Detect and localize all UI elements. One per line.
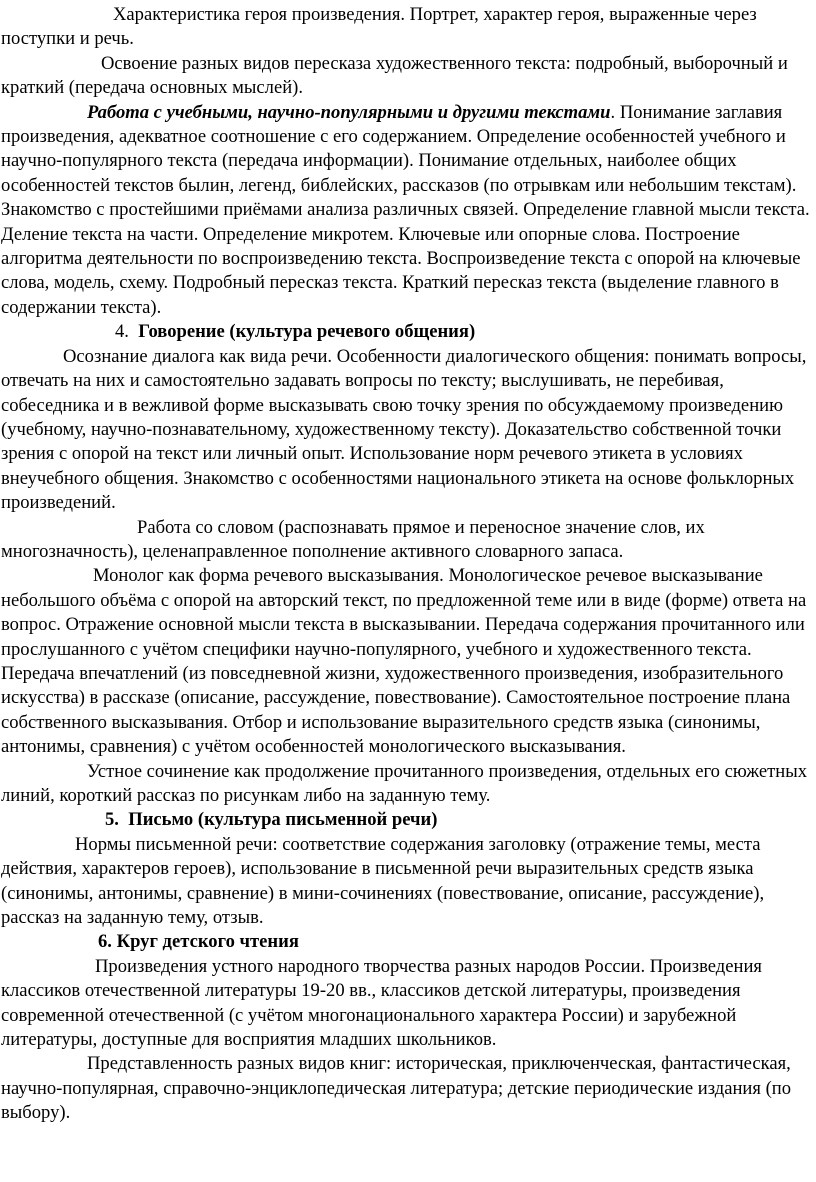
- paragraph-dialog: Осознание диалога как вида речи. Особенности диалогического общения: понимать вопросы, отвечать на них и самостоятельно задавать вопросы по тексту; выслушивать, не перебивая, собеседника и в вежливой форме высказывать свою точку зрения по обсуждаемому произведению (учебному, научно-познавательному, художественному тексту). Доказательство собственной точки зрения с опорой на текст или личный опыт. Использование норм речевого этикета в условиях внеучебного общения. Знакомство с особенностями национального этикета на основе фольклорных произведений.: [1, 345, 807, 514]
- section-4-number: 4.: [115, 321, 129, 343]
- section-3-title-period: .: [610, 101, 616, 123]
- paragraph-writing-norms: Нормы письменной речи: соответствие содержания заголовку (отражение темы, места действия, характеров героев), использование в письменной речи выразительных средств языка (синонимы, антонимы, сравнение) в мини-сочинениях (повествование, описание, рассуждение), рассказ на заданную тему, отзыв.: [1, 833, 765, 929]
- heading-section-5: [1, 808, 813, 832]
- section-3-title: Работа с учебными, научно-популярными и другими текстами: [87, 101, 611, 123]
- heading-section-4: [1, 320, 813, 344]
- paragraph-retelling: Освоение разных видов пересказа художественного текста: подробный, выборочный и краткий (передача основных мыслей).: [1, 52, 788, 99]
- paragraph-word-work: Работа со словом (распознавать прямое и переносное значение слов, их многозначность), целенаправленное пополнение активного словарного запаса.: [1, 516, 705, 562]
- section-5-title: Письмо (культура письменной речи): [128, 809, 438, 831]
- paragraph-hero-characteristics: Характеристика героя произведения. Портрет, характер героя, выраженные через поступки и речь.: [1, 4, 757, 50]
- section-6-title: 6. Круг детского чтения: [98, 931, 299, 953]
- paragraph-oral-composition: Устное сочинение как продолжение прочитанного произведения, отдельных его сюжетных линий, короткий рассказ по рисункам либо на заданную тему.: [1, 760, 808, 806]
- section-5-number: 5.: [105, 809, 119, 831]
- paragraph-section-3: [1, 101, 813, 321]
- paragraph-literary-works: Произведения устного народного творчества разных народов России. Произведения классиков отечественной литературы 19-20 вв., классиков детской литературы, произведения современной отечественной (с учётом многонационального характера России) и зарубежной литературы, доступные для восприятия младших школьников.: [1, 955, 762, 1051]
- heading-section-6: [1, 930, 813, 954]
- paragraph-monolog: Монолог как форма речевого высказывания. Монологическое речевое высказывание небольшого объёма с опорой на авторский текст, по предложенной теме или в виде (форме) ответа на вопрос. Отражение основной мысли текста в высказывании. Передача содержания прочитанного или прослушанного с учётом специфики научно-популярного, учебного и художественного текста. Передача впечатлений (из повседневной жизни, художественного произведения, изобразительного искусства) в рассказе (описание, рассуждение, повествование). Самостоятельное построение плана собственного высказывания. Отбор и использование выразительного средств языка (синонимы, антонимы, сравнения) с учётом особенностей монологического высказывания.: [1, 565, 807, 758]
- paragraph-book-types: Представленность разных видов книг: историческая, приключенческая, фантастическая, научно-популярная, справочно-энциклопедическая литература; детские периодические издания (по выбору).: [1, 1053, 792, 1124]
- section-3-body: Понимание заглавия произведения, адекватное соотношение с его содержанием. Определение особенностей учебного и научно-популярного текста (передача информации). Понимание отдельных, наиболее общих особенностей текстов былин, легенд, библейских, рассказов (по отрывкам или небольшим текстам). Знакомство с простейшими приёмами анализа различных связей. Определение главной мысли текста. Деление текста на части. Определение микротем. Ключевые или опорные слова. Построение алгоритма деятельности по воспроизведению текста. Воспроизведение текста с опорой на ключевые слова, модель, схему. Подробный пересказ текста. Краткий пересказ текста (выделение главного в содержании текста).: [1, 101, 810, 318]
- section-4-title: Говорение (культура речевого общения): [138, 321, 476, 343]
